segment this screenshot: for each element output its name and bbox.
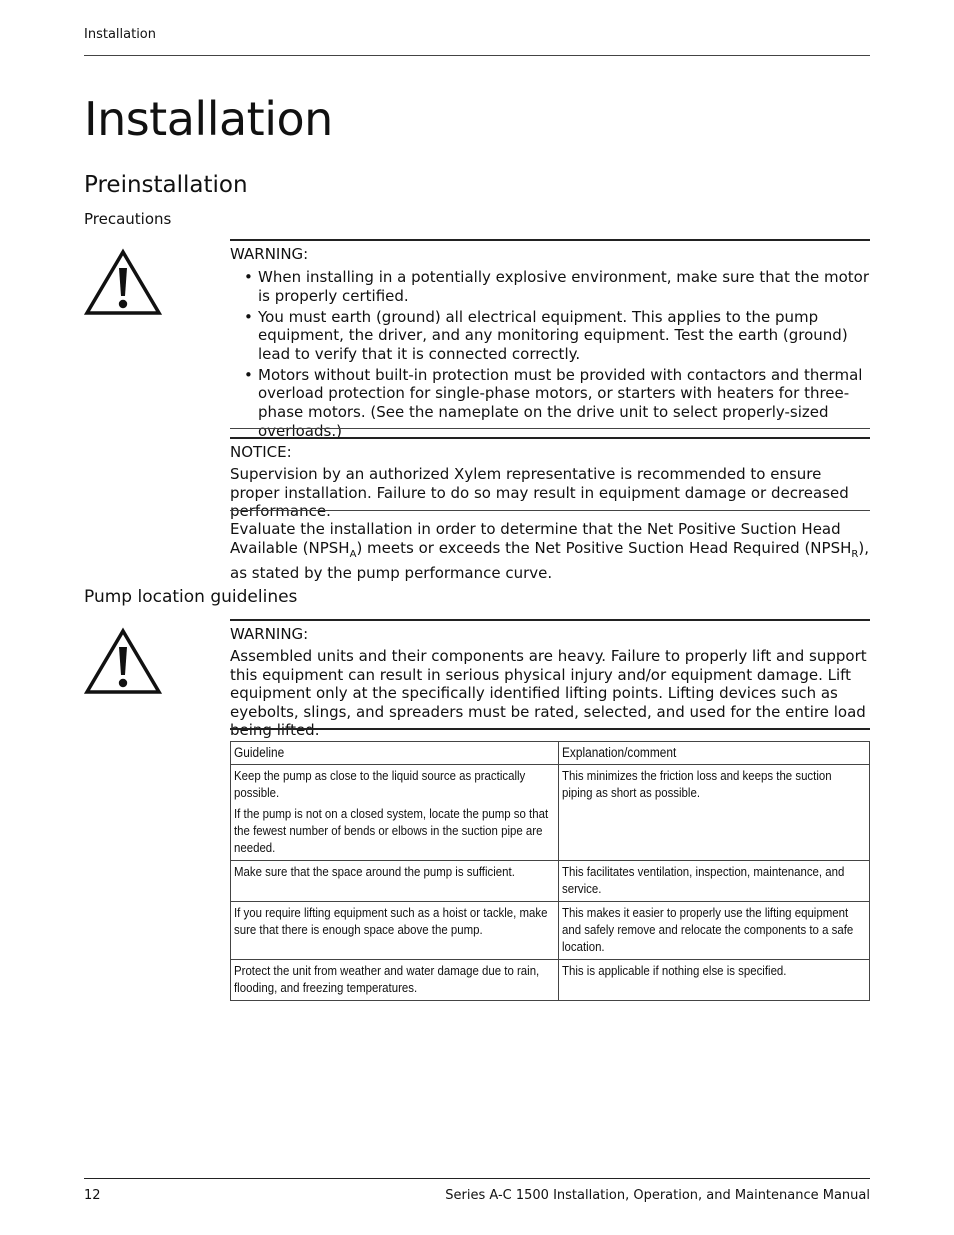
- footer-rule: [84, 1178, 870, 1179]
- guideline-text: Keep the pump as close to the liquid source as practically possible.: [234, 768, 526, 800]
- table-header-row: [231, 742, 870, 765]
- warning-label: WARNING:: [230, 245, 309, 263]
- bullet-marker: •: [244, 365, 253, 384]
- table-header-guideline: Guideline: [231, 742, 559, 765]
- explanation-text: This facilitates ventilation, inspection, maintenance, and service.: [562, 864, 845, 896]
- running-head: Installation: [84, 27, 157, 42]
- bullet-text: You must earth (ground) all electrical equipment. This applies to the pump equipment, the driver, and any monitoring equipment. Test the earth (ground) lead to verify that it is connected correctly.: [258, 307, 848, 363]
- explanation-text: This minimizes the friction loss and keeps the suction piping as short as possible.: [562, 768, 833, 800]
- callout-divider: [230, 728, 870, 730]
- guideline-text: If you require lifting equipment such as a hoist or tackle, make sure that there is enough space above the pump.: [234, 905, 548, 937]
- explanation-cell: [559, 765, 870, 861]
- section-title: Preinstallation: [84, 172, 248, 198]
- callout-divider: [230, 428, 870, 429]
- notice-label: NOTICE:: [230, 443, 292, 461]
- guideline-table: [230, 741, 870, 1001]
- bullet-text: When installing in a potentially explosive environment, make sure that the motor is properly certified.: [258, 268, 870, 305]
- guideline-cell: [231, 960, 559, 1001]
- bullet-marker: •: [244, 307, 253, 326]
- guideline-text: Make sure that the space around the pump is sufficient.: [234, 864, 515, 879]
- header-rule: [84, 55, 870, 56]
- warning-triangle-icon: [84, 248, 162, 316]
- explanation-cell: [559, 861, 870, 902]
- guideline-cell: [231, 765, 559, 861]
- table-row: [231, 960, 870, 1001]
- table-header-explanation: Explanation/comment: [559, 742, 870, 765]
- manual-title: Series A-C 1500 Installation, Operation, and Maintenance Manual: [445, 1188, 870, 1203]
- explanation-text: This is applicable if nothing else is specified.: [562, 963, 787, 978]
- warning-callout-2: [230, 619, 870, 740]
- warning-bullet-list: [230, 268, 870, 440]
- warning-text: Assembled units and their components are heavy. Failure to properly lift and support this equipment can result in serious physical injury and/or equipment damage. Lift equipment only at the specifically identified lifting points. Lifting devices such as eyebolts, slings, and spreaders must be rated, selected, and used for the entire load being lifted.: [230, 647, 867, 740]
- explanation-cell: [559, 960, 870, 1001]
- warning-label: WARNING:: [230, 625, 309, 643]
- warning-bullet-item: [230, 268, 870, 305]
- guideline-text: Protect the unit from weather and water damage due to rain, flooding, and freezing temperatures.: [234, 963, 540, 995]
- notice-callout: [230, 437, 870, 521]
- notice-text: Supervision by an authorized Xylem representative is recommended to ensure proper installation. Failure to do so may result in equipment damage or decreased performance.: [230, 465, 849, 521]
- guideline-cell: [231, 902, 559, 960]
- bullet-marker: •: [244, 268, 253, 286]
- page-number: 12: [84, 1188, 101, 1203]
- explanation-cell: [559, 902, 870, 960]
- explanation-text: This makes it easier to properly use the lifting equipment and safely remove and relocate the components to a safe location.: [562, 905, 854, 954]
- npsh-paragraph: Evaluate the installation in order to determine that the Net Positive Suction Head Available $(NPSH_A)$ meets or exceeds the Net Positive Suction Head Required $(NPSH_R)$, as stated by the pump performance curve.: [230, 520, 869, 583]
- guideline-cell: [231, 861, 559, 902]
- warning-callout-1: [230, 239, 870, 443]
- table-row: [231, 765, 870, 861]
- subsection-pump-location: Pump location guidelines: [84, 587, 298, 607]
- bullet-text: Motors without built-in protection must be provided with contactors and thermal overload protection for single-phase motors, or starters with heaters for three-phase motors. (See the nameplate on the drive unit to select properly-sized overloads.): [258, 365, 863, 440]
- callout-divider: [230, 510, 870, 511]
- page-title: Installation: [84, 92, 333, 146]
- table-row: [231, 861, 870, 902]
- guideline-text: If the pump is not on a closed system, locate the pump so that the fewest number of bends or elbows in the suction pipe are needed.: [234, 806, 549, 855]
- table-row: [231, 902, 870, 960]
- warning-bullet-item: [230, 308, 870, 364]
- warning-triangle-icon: [84, 627, 162, 695]
- subsection-precautions: Precautions: [84, 210, 172, 228]
